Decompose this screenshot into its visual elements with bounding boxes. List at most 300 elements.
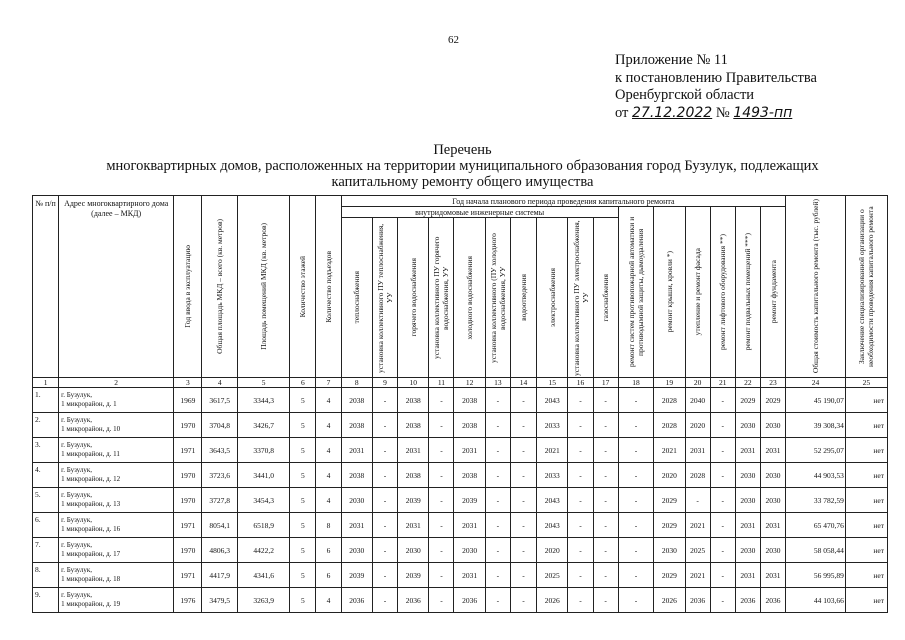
cell-c17: - [593,538,618,563]
cell-c19: 2026 [654,588,685,613]
cell-cost: 39 308,34 [786,413,846,438]
cell-c16: - [568,463,593,488]
column-number: 15 [537,378,568,388]
cell-fl: 5 [290,463,316,488]
appendix-line1: Приложение № 11 [615,52,728,68]
column-number: 3 [174,378,202,388]
row-number: 2. [33,413,59,438]
cell-conclusion: нет [845,513,887,538]
appendix-date: 27.12.2022 [632,104,713,121]
cell-c22: 2030 [735,538,760,563]
table-row [33,513,888,538]
column-number: 14 [510,378,536,388]
cell-c19: 2028 [654,413,685,438]
cell-c18: - [618,388,654,413]
header-elevator: ремонт лифтового оборудования **) [710,207,735,378]
cell-total: 3723,6 [202,463,238,488]
header-system-6: установка коллективного (ПУ холодного водоснабжения, УУ [485,218,510,378]
appendix-block [615,52,817,122]
cell-c16: - [568,588,593,613]
cell-total: 3727,8 [202,488,238,513]
cell-year: 1976 [174,588,202,613]
cell-c23: 2031 [760,513,785,538]
cell-c8: 2036 [341,588,372,613]
table-row [33,488,888,513]
cell-c9: - [372,563,397,588]
cell-prem: 4341,6 [238,563,290,588]
cell-c20: 2021 [685,513,710,538]
cell-ent: 4 [316,463,341,488]
header-system-2: установка коллективного ПУ теплоснабжения, УУ [372,218,397,378]
header-entrances: Количество подъездов [316,196,341,378]
cell-prem: 3344,3 [238,388,290,413]
cell-c21: - [710,463,735,488]
cell-c14: - [510,563,536,588]
cell-c17: - [593,413,618,438]
cell-total: 3617,5 [202,388,238,413]
cell-c22: 2031 [735,563,760,588]
cell-c8: 2031 [341,513,372,538]
row-address [59,513,174,538]
header-year-built: Год ввода в эксплуатацию [174,196,202,378]
cell-c19: 2030 [654,538,685,563]
cell-fl: 5 [290,488,316,513]
cell-c22: 2031 [735,438,760,463]
column-number: 19 [654,378,685,388]
address-city: г. Бузулук, [61,541,93,549]
cell-c22: 2030 [735,488,760,513]
cell-c21: - [710,413,735,438]
houses-table [32,195,888,613]
cell-c12: 2031 [454,438,485,463]
cell-c20: 2025 [685,538,710,563]
cell-c17: - [593,513,618,538]
cell-c14: - [510,413,536,438]
cell-prem: 3426,7 [238,413,290,438]
column-number: 18 [618,378,654,388]
column-number: 5 [238,378,290,388]
cell-conclusion: нет [845,413,887,438]
cell-c13: - [485,413,510,438]
row-number: 6. [33,513,59,538]
header-cost: Общая стоимость капитального ремонта (тыс. рублей) [786,196,846,378]
cell-c17: - [593,563,618,588]
cell-c9: - [372,438,397,463]
cell-conclusion: нет [845,438,887,463]
cell-c15: 2020 [537,538,568,563]
column-number: 13 [485,378,510,388]
cell-fl: 5 [290,438,316,463]
cell-c23: 2030 [760,463,785,488]
cell-c22: 2030 [735,463,760,488]
cell-cost: 56 995,89 [786,563,846,588]
cell-cost: 65 470,76 [786,513,846,538]
address-house: 1 микрорайон, д. 12 [61,475,121,483]
appendix-line3: Оренбургской области [615,87,755,103]
cell-c18: - [618,513,654,538]
cell-c21: - [710,513,735,538]
cell-c21: - [710,438,735,463]
table-row [33,413,888,438]
cell-total: 3704,8 [202,413,238,438]
address-city: г. Бузулук, [61,516,93,524]
column-number: 22 [735,378,760,388]
cell-c20: 2040 [685,388,710,413]
row-address [59,538,174,563]
cell-c9: - [372,463,397,488]
cell-c12: 2036 [454,588,485,613]
cell-c21: - [710,538,735,563]
cell-c12: 2030 [454,538,485,563]
cell-c14: - [510,463,536,488]
cell-ent: 6 [316,563,341,588]
appendix-date-line [615,105,817,123]
cell-c9: - [372,488,397,513]
cell-prem: 3454,3 [238,488,290,513]
column-number: 1 [33,378,59,388]
row-address [59,413,174,438]
row-number: 3. [33,438,59,463]
header-system-4: установка коллективного ПУ горячего водоснабжения, УУ [429,218,454,378]
row-number: 4. [33,463,59,488]
header-systems: внутридомовые инженерные системы [341,207,618,218]
cell-ent: 4 [316,488,341,513]
row-address [59,563,174,588]
cell-c16: - [568,563,593,588]
cell-c12: 2038 [454,413,485,438]
cell-c11: - [429,388,454,413]
cell-year: 1970 [174,538,202,563]
header-basement: ремонт подвальных помещений ***) [735,207,760,378]
cell-c14: - [510,538,536,563]
address-house: 1 микрорайон, д. 1 [61,400,117,408]
header-foundation: ремонт фундамента [760,207,785,378]
cell-c15: 2043 [537,513,568,538]
cell-c20: - [685,488,710,513]
cell-c9: - [372,388,397,413]
page-number: 62 [448,34,459,46]
address-house: 1 микрорайон, д. 16 [61,525,121,533]
cell-c17: - [593,488,618,513]
cell-c16: - [568,513,593,538]
cell-c11: - [429,538,454,563]
table-row [33,563,888,588]
column-number: 8 [341,378,372,388]
cell-c14: - [510,588,536,613]
row-address [59,463,174,488]
cell-c15: 2021 [537,438,568,463]
cell-c17: - [593,463,618,488]
address-city: г. Бузулук, [61,591,93,599]
cell-conclusion: нет [845,588,887,613]
cell-year: 1970 [174,463,202,488]
cell-conclusion: нет [845,488,887,513]
cell-c12: 2031 [454,513,485,538]
cell-c17: - [593,588,618,613]
cell-c18: - [618,413,654,438]
cell-c14: - [510,438,536,463]
cell-c16: - [568,413,593,438]
column-number: 24 [786,378,846,388]
cell-c14: - [510,513,536,538]
column-number: 4 [202,378,238,388]
header-fire: ремонт систем противопожарной автоматики и противодымной защиты, дымоудаления [618,207,654,378]
cell-c9: - [372,538,397,563]
cell-c9: - [372,588,397,613]
address-city: г. Бузулук, [61,491,93,499]
appendix-from: от [615,104,629,121]
header-system-8: электроснабжения [537,218,568,378]
cell-c23: 2036 [760,588,785,613]
cell-c13: - [485,588,510,613]
row-number: 7. [33,538,59,563]
cell-c18: - [618,463,654,488]
header-system-1: теплоснабжения [341,218,372,378]
cell-c15: 2033 [537,463,568,488]
cell-c13: - [485,438,510,463]
table-row [33,463,888,488]
cell-c23: 2031 [760,563,785,588]
row-number: 9. [33,588,59,613]
header-address: Адрес многоквартирного дома (далее – МКД) [59,196,174,378]
cell-c19: 2021 [654,438,685,463]
table-row [33,438,888,463]
header-facade: утепление и ремонт фасада [685,207,710,378]
cell-c10: 2038 [398,388,429,413]
cell-c20: 2021 [685,563,710,588]
cell-c19: 2029 [654,563,685,588]
column-number: 9 [372,378,397,388]
column-number: 21 [710,378,735,388]
cell-c13: - [485,538,510,563]
cell-c22: 2030 [735,413,760,438]
column-number: 20 [685,378,710,388]
cell-c23: 2030 [760,488,785,513]
cell-conclusion: нет [845,538,887,563]
cell-ent: 4 [316,588,341,613]
cell-cost: 45 190,07 [786,388,846,413]
cell-c18: - [618,538,654,563]
cell-fl: 5 [290,413,316,438]
column-number: 2 [59,378,174,388]
cell-fl: 5 [290,513,316,538]
cell-c19: 2028 [654,388,685,413]
cell-year: 1971 [174,438,202,463]
header-roof: ремонт крыши, кровли *) [654,207,685,378]
cell-total: 4417,9 [202,563,238,588]
cell-year: 1971 [174,513,202,538]
cell-c22: 2036 [735,588,760,613]
cell-prem: 6518,9 [238,513,290,538]
cell-c11: - [429,488,454,513]
header-system-3: горячего водоснабжения [398,218,429,378]
row-number: 5. [33,488,59,513]
cell-c13: - [485,388,510,413]
cell-c20: 2020 [685,413,710,438]
header-system-7: водоотведения [510,218,536,378]
cell-c16: - [568,538,593,563]
cell-c10: 2031 [398,513,429,538]
cell-fl: 5 [290,563,316,588]
cell-c19: 2029 [654,488,685,513]
cell-c13: - [485,513,510,538]
address-house: 1 микрорайон, д. 11 [61,450,120,458]
cell-c15: 2033 [537,413,568,438]
cell-cost: 44 103,66 [786,588,846,613]
cell-c12: 2038 [454,388,485,413]
address-city: г. Бузулук, [61,416,93,424]
document-title [60,142,865,190]
table-row [33,588,888,613]
title-line1: Перечень [433,142,492,158]
cell-conclusion: нет [845,388,887,413]
cell-c21: - [710,563,735,588]
address-city: г. Бузулук, [61,566,93,574]
cell-c10: 2038 [398,413,429,438]
cell-c11: - [429,588,454,613]
cell-c16: - [568,488,593,513]
cell-c12: 2039 [454,488,485,513]
cell-ent: 4 [316,413,341,438]
cell-c21: - [710,488,735,513]
cell-c11: - [429,563,454,588]
address-house: 1 микрорайон, д. 17 [61,550,121,558]
cell-c23: 2030 [760,538,785,563]
cell-c10: 2038 [398,463,429,488]
cell-prem: 3263,9 [238,588,290,613]
column-number: 23 [760,378,785,388]
cell-year: 1970 [174,413,202,438]
cell-c9: - [372,513,397,538]
cell-c19: 2029 [654,513,685,538]
cell-conclusion: нет [845,463,887,488]
cell-total: 3479,5 [202,588,238,613]
row-address [59,488,174,513]
cell-c13: - [485,563,510,588]
cell-c22: 2031 [735,513,760,538]
cell-c14: - [510,388,536,413]
cell-total: 8054,1 [202,513,238,538]
cell-c11: - [429,413,454,438]
cell-c20: 2031 [685,438,710,463]
cell-c20: 2028 [685,463,710,488]
cell-c12: 2038 [454,463,485,488]
address-house: 1 микрорайон, д. 19 [61,600,121,608]
address-house: 1 микрорайон, д. 18 [61,575,121,583]
cell-c23: 2030 [760,413,785,438]
row-number: 8. [33,563,59,588]
header-conclusion: Заключение специализированной организации о необходимости проведения капитального ремонта [845,196,887,378]
header-system-5: холодного водоснабжения [454,218,485,378]
cell-prem: 4422,2 [238,538,290,563]
cell-ent: 8 [316,513,341,538]
cell-prem: 3370,8 [238,438,290,463]
column-number: 7 [316,378,341,388]
cell-fl: 5 [290,538,316,563]
cell-cost: 44 903,53 [786,463,846,488]
cell-c10: 2030 [398,538,429,563]
row-address [59,438,174,463]
cell-cost: 58 058,44 [786,538,846,563]
cell-fl: 5 [290,388,316,413]
cell-c11: - [429,463,454,488]
cell-c15: 2026 [537,588,568,613]
cell-c8: 2038 [341,413,372,438]
cell-c16: - [568,438,593,463]
column-number: 11 [429,378,454,388]
header-floors: Количество этажей [290,196,316,378]
cell-ent: 4 [316,438,341,463]
column-number: 25 [845,378,887,388]
cell-c8: 2038 [341,463,372,488]
cell-c13: - [485,463,510,488]
cell-c15: 2025 [537,563,568,588]
cell-ent: 6 [316,538,341,563]
address-city: г. Бузулук, [61,441,93,449]
table-row [33,388,888,413]
row-address [59,388,174,413]
address-city: г. Бузулук, [61,391,93,399]
cell-c10: 2036 [398,588,429,613]
cell-c9: - [372,413,397,438]
cell-c19: 2020 [654,463,685,488]
title-line3: капитальному ремонту общего имущества [331,174,594,190]
column-number: 17 [593,378,618,388]
cell-c20: 2036 [685,588,710,613]
cell-c18: - [618,438,654,463]
address-house: 1 микрорайон, д. 13 [61,500,121,508]
appendix-line2: к постановлению Правительства [615,69,817,86]
row-address [59,588,174,613]
cell-c18: - [618,488,654,513]
header-premises-area: Площадь помещений МКД (кв. метров) [238,196,290,378]
column-number: 12 [454,378,485,388]
cell-c8: 2039 [341,563,372,588]
cell-c10: 2039 [398,563,429,588]
cell-c15: 2043 [537,488,568,513]
cell-c8: 2038 [341,388,372,413]
column-number: 10 [398,378,429,388]
header-system-10: газоснабжения [593,218,618,378]
cell-c10: 2031 [398,438,429,463]
header-num: № п/п [33,196,59,378]
cell-c17: - [593,438,618,463]
cell-c15: 2043 [537,388,568,413]
cell-conclusion: нет [845,563,887,588]
cell-c23: 2029 [760,388,785,413]
table-row [33,538,888,563]
cell-c8: 2030 [341,538,372,563]
header-period: Год начала планового периода проведения капитального ремонта [341,196,786,207]
cell-c10: 2039 [398,488,429,513]
cell-year: 1970 [174,488,202,513]
cell-total: 4806,3 [202,538,238,563]
cell-c21: - [710,588,735,613]
cell-c18: - [618,563,654,588]
cell-year: 1971 [174,563,202,588]
title-line2: многоквартирных домов, расположенных на территории муниципального образования город Бузулук, подлежащих [106,158,819,174]
cell-prem: 3441,0 [238,463,290,488]
row-number: 1. [33,388,59,413]
cell-c22: 2029 [735,388,760,413]
appendix-number: 1493-пп [733,104,793,121]
cell-c16: - [568,388,593,413]
cell-c8: 2031 [341,438,372,463]
cell-c21: - [710,388,735,413]
cell-fl: 5 [290,588,316,613]
cell-cost: 33 782,59 [786,488,846,513]
column-number: 16 [568,378,593,388]
